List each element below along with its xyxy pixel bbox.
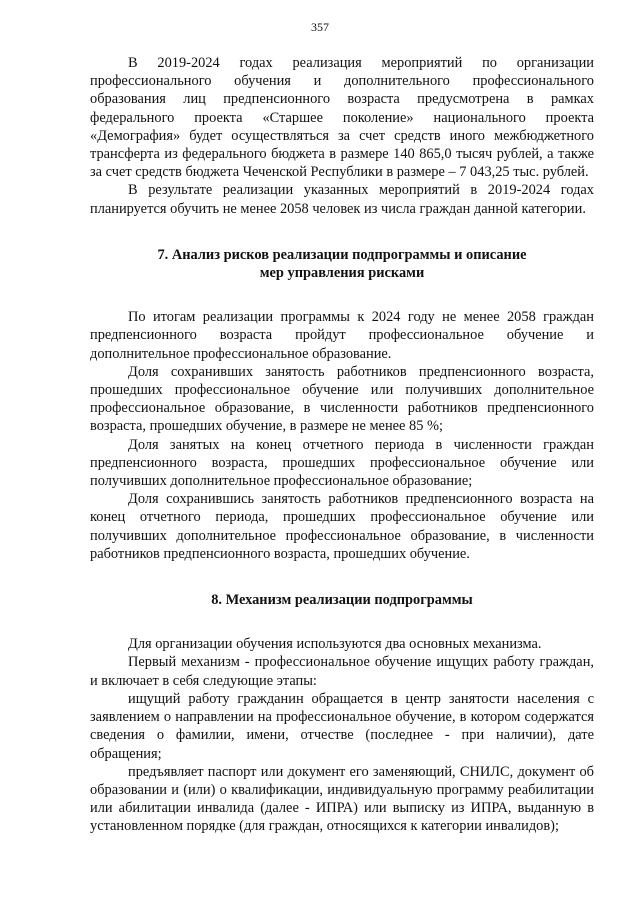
document-body xyxy=(90,54,594,836)
paragraph: предъявляет паспорт или документ его заменяющий, СНИЛС, документ об образовании и (или) о квалификации, индивидуальную программу реабилитации или абилитации инвалида (далее - ИПРА) или выписку из ИПРА, выданную в установленном порядке (для граждан, относящихся к категории инвалидов); xyxy=(90,763,594,835)
paragraph: По итогам реализации программы к 2024 году не менее 2058 граждан предпенсионного возраста пройдут профессиональное обучение и дополнительное профессиональное образование. xyxy=(90,309,594,362)
paragraph: Доля занятых на конец отчетного периода в численности граждан предпенсионного возраста, прошедших профессиональное обучение или получивших дополнительное профессиональное образование; xyxy=(90,436,594,490)
paragraph: Доля сохранивших занятость работников предпенсионного возраста, прошедших профессиональное обучение или получивших дополнительное профессиональное образование, в численности работников предпенсионного возраста, прошедших обучение, в размере не менее 85 %; xyxy=(90,363,594,435)
paragraph: Для организации обучения используются два основных механизма. xyxy=(128,636,542,653)
heading-line: 7. Анализ рисков реализации подпрограммы и описание xyxy=(157,246,527,263)
section-heading xyxy=(90,246,594,282)
paragraph: ищущий работу гражданин обращается в центр занятости населения с заявлением о направлении на профессиональное обучение, в котором содержатся сведения о фамилии, имени, отчестве (последнее - при наличии), дате обращения; xyxy=(90,690,594,762)
section-heading: 8. Механизм реализации подпрограммы xyxy=(211,592,473,609)
paragraph: В результате реализации указанных мероприятий в 2019-2024 годах планируется обучить не менее 2058 человек из числа граждан данной категории. xyxy=(90,182,594,217)
paragraph: Первый механизм - профессиональное обучение ищущих работу граждан, и включает в себя следующие этапы: xyxy=(90,654,594,689)
page-number: 357 xyxy=(311,20,329,34)
paragraph: Доля сохранившись занятость работников предпенсионного возраста на конец отчетного периода, прошедших профессиональное обучение или получивших дополнительное профессиональное образование, в численности работников предпенсионного возраста, прошедших обучение. xyxy=(90,491,594,562)
paragraph: В 2019-2024 годах реализация мероприятий по организации профессионального обучения и дополнительного профессионального образования лиц предпенсионного возраста предусмотрена в рамках федерального проекта «Старшее поколение» национального проекта «Демография» будет осуществляться за счет средств иного межбюджетного трансферта из федерального бюджета в размере 140 865,0 тысяч рублей, а также за счет средств бюджета Чеченской Республики в размере – 7 043,25 тыс. рублей. xyxy=(90,55,594,181)
heading-line: мер управления рисками xyxy=(259,265,425,282)
